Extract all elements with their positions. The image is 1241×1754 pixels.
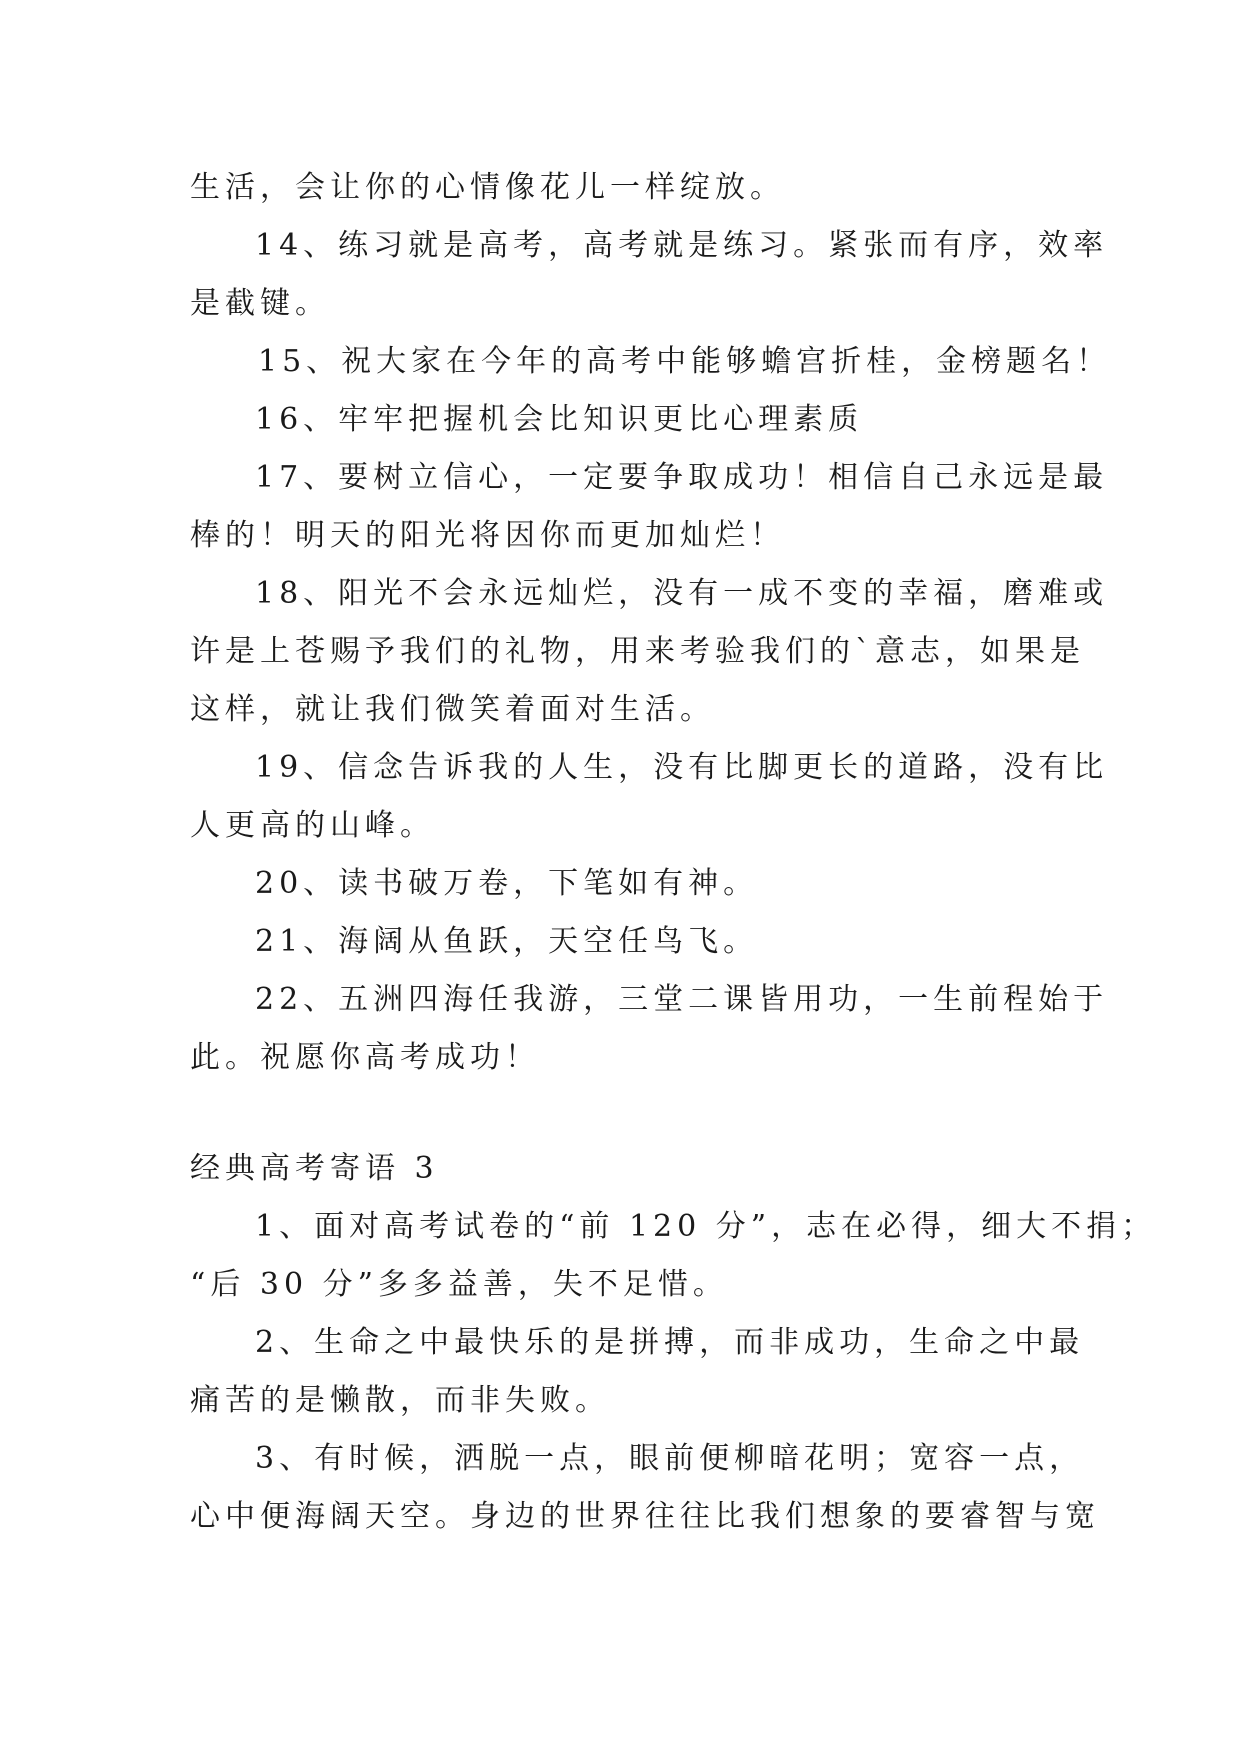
text-line-3: 是截键。 [190,286,330,321]
text-line-2: 14、练习就是高考，高考就是练习。紧张而有序，效率 [255,228,1109,263]
text-line-5: 16、牢牢把握机会比知识更比心理素质 [255,402,864,437]
text-line-22: 心中便海阔天空。身边的世界往往比我们想象的要睿智与宽 [190,1499,1100,1534]
text-line-18: “后 30 分”多多益善，失不足惜。 [190,1267,728,1302]
text-line-21: 3、有时候，洒脱一点，眼前便柳暗花明；宽容一点， [255,1441,1085,1476]
text-line-6: 17、要树立信心，一定要争取成功！相信自己永远是最 [255,460,1109,495]
text-line-14: 21、海阔从鱼跃，天空任鸟飞。 [255,924,759,959]
text-line-10: 这样，就让我们微笑着面对生活。 [190,692,715,727]
text-line-17: 1、面对高考试卷的“前 120 分”，志在必得，细大不捐； [255,1209,1157,1244]
text-line-15: 22、五洲四海任我游，三堂二课皆用功，一生前程始于 [255,982,1109,1017]
text-line-16: 此。祝愿你高考成功！ [190,1040,540,1075]
text-line-12: 人更高的山峰。 [190,808,435,843]
text-line-7: 棒的！明天的阳光将因你而更加灿烂！ [190,518,785,553]
text-line-8: 18、阳光不会永远灿烂，没有一成不变的幸福，磨难或 [255,576,1109,611]
section-heading: 经典高考寄语 3 [190,1151,439,1186]
text-line-4: 15、祝大家在今年的高考中能够蟾宫折桂，金榜题名！ [258,344,1112,379]
text-line-19: 2、生命之中最快乐的是拼搏，而非成功，生命之中最 [255,1325,1085,1360]
text-line-13: 20、读书破万卷，下笔如有神。 [255,866,759,901]
text-line-11: 19、信念告诉我的人生，没有比脚更长的道路，没有比 [255,750,1109,785]
text-line-20: 痛苦的是懒散，而非失败。 [190,1383,610,1418]
text-line-1: 生活，会让你的心情像花儿一样绽放。 [190,170,785,205]
text-line-9: 许是上苍赐予我们的礼物，用来考验我们的`意志，如果是 [190,634,1085,669]
